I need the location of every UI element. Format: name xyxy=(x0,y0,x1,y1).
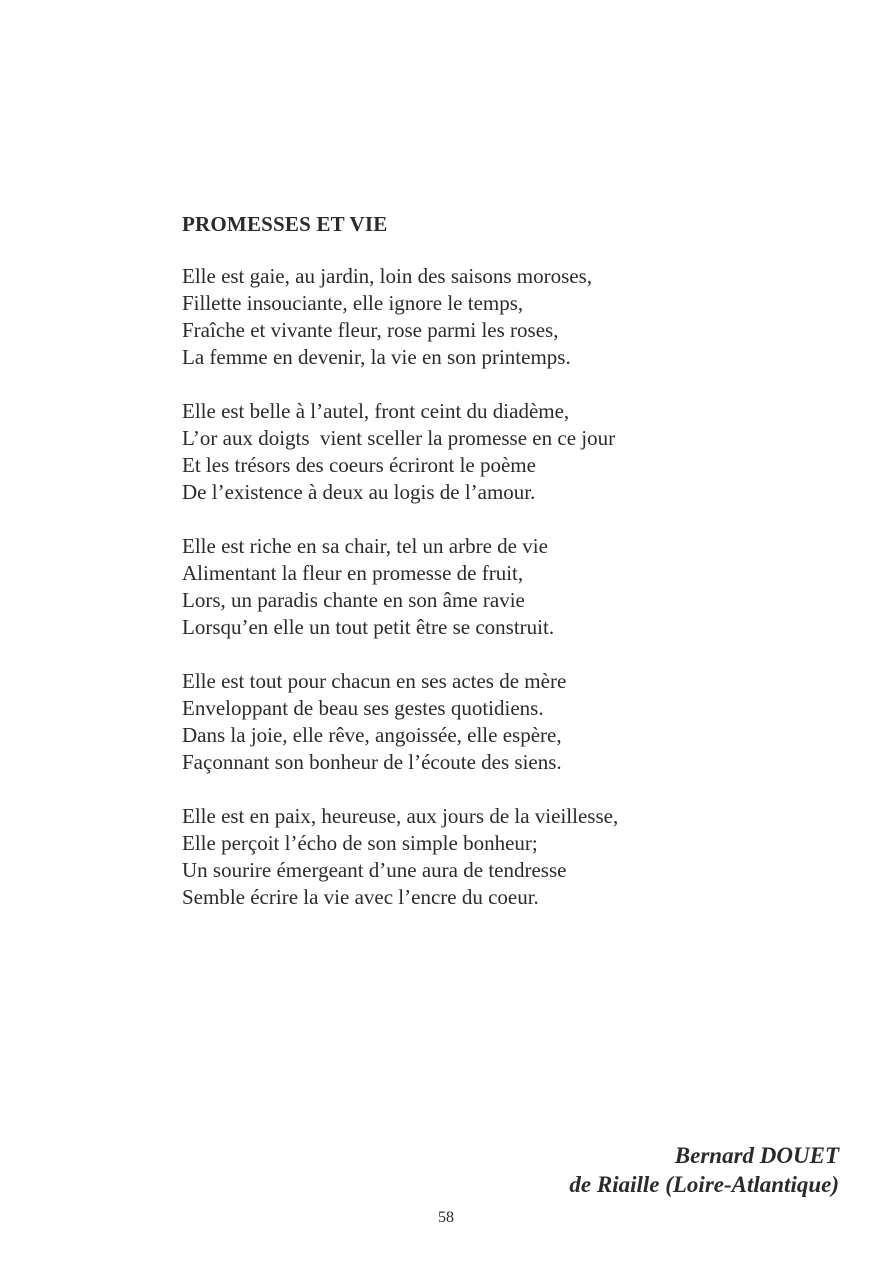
signature xyxy=(569,1141,839,1199)
stanza-1 xyxy=(182,263,802,371)
poem-line: Un sourire émergeant d’une aura de tendresse xyxy=(182,858,567,882)
stanza-4 xyxy=(182,668,802,776)
poem-line: Fillette insouciante, elle ignore le temps, xyxy=(182,291,524,315)
poem-line: Elle est belle à l’autel, front ceint du diadème, xyxy=(182,399,570,423)
poem-line: Façonnant son bonheur de l’écoute des siens. xyxy=(182,750,562,774)
page-number: 58 xyxy=(438,1209,454,1226)
poem-line: Elle est en paix, heureuse, aux jours de la vieillesse, xyxy=(182,804,619,828)
author-origin: de Riaille (Loire-Atlantique) xyxy=(569,1172,839,1197)
author-name: Bernard DOUET xyxy=(674,1143,839,1168)
poem-line: Fraîche et vivante fleur, rose parmi les roses, xyxy=(182,318,559,342)
stanza-5 xyxy=(182,803,802,911)
poem-title: PROMESSES ET VIE xyxy=(182,212,388,236)
poem-line: La femme en devenir, la vie en son printemps. xyxy=(182,345,571,369)
poem-line: Enveloppant de beau ses gestes quotidiens. xyxy=(182,696,544,720)
poem xyxy=(182,209,802,938)
stanza-3 xyxy=(182,533,802,641)
poem-line: Elle est gaie, au jardin, loin des saisons moroses, xyxy=(182,264,593,288)
poem-line: Lors, un paradis chante en son âme ravie xyxy=(182,588,525,612)
poem-line: Elle perçoit l’écho de son simple bonheur; xyxy=(182,831,538,855)
stanza-2 xyxy=(182,398,802,506)
poem-line: Dans la joie, elle rêve, angoissée, elle espère, xyxy=(182,723,562,747)
poem-line: Elle est riche en sa chair, tel un arbre de vie xyxy=(182,534,548,558)
poem-line: Elle est tout pour chacun en ses actes de mère xyxy=(182,669,567,693)
poem-line: L’or aux doigts vient sceller la promesse en ce jour xyxy=(182,426,616,450)
poem-line: Et les trésors des coeurs écriront le poème xyxy=(182,453,536,477)
poem-line: De l’existence à deux au logis de l’amour. xyxy=(182,480,536,504)
poem-line: Alimentant la fleur en promesse de fruit, xyxy=(182,561,524,585)
poem-line: Semble écrire la vie avec l’encre du coeur. xyxy=(182,885,539,909)
poem-line: Lorsqu’en elle un tout petit être se construit. xyxy=(182,615,555,639)
